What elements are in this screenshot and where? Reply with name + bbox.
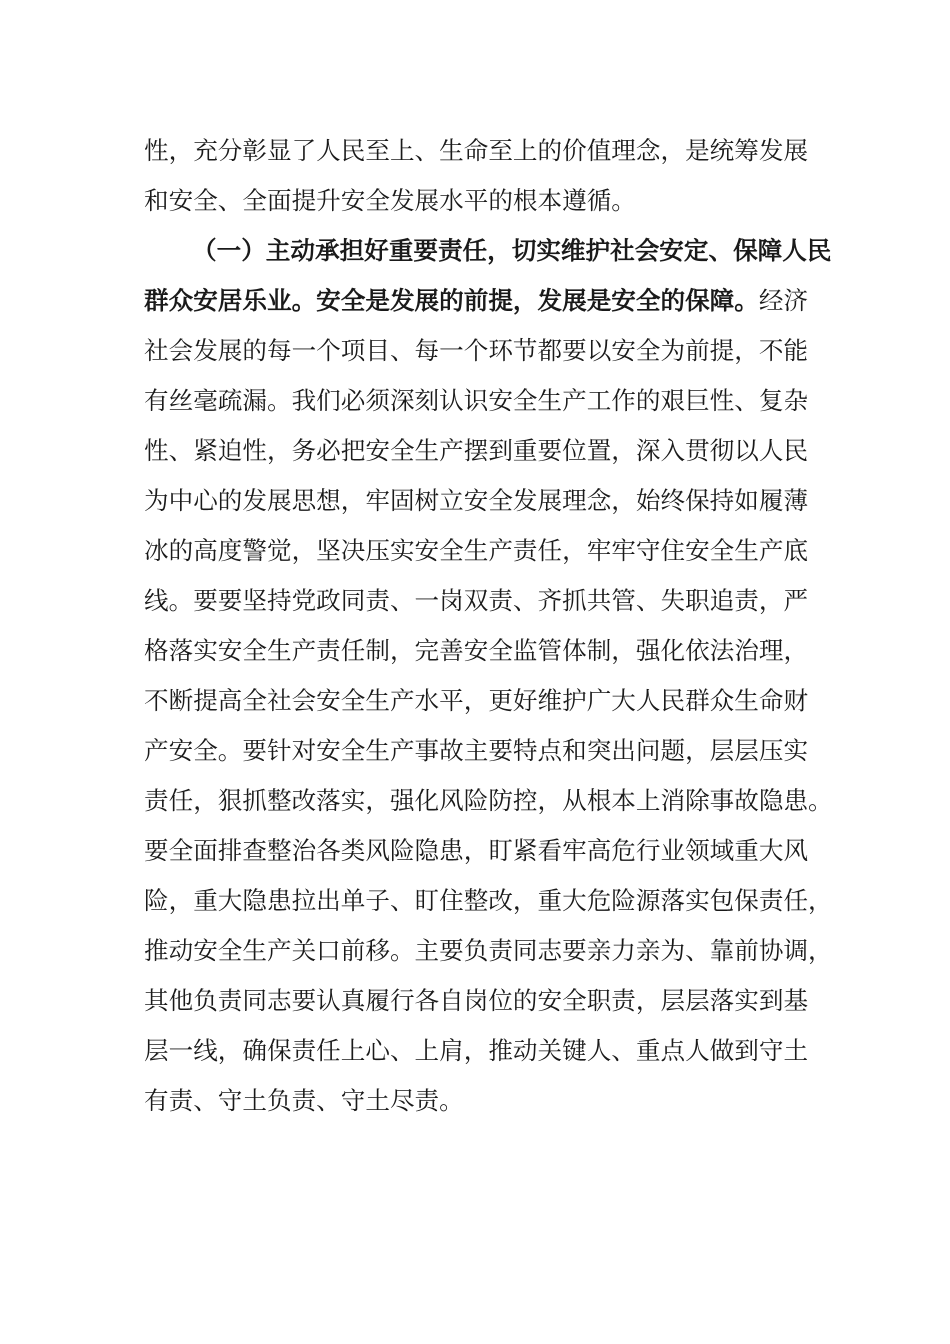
text-line: 性，充分彰显了人民至上、生命至上的价值理念，是统筹发展 bbox=[144, 136, 809, 165]
text-line: 有丝毫疏漏。我们必须深刻认识安全生产工作的艰巨性、复杂 bbox=[144, 386, 809, 415]
text-line: 推动安全生产关口前移。主要负责同志要亲力亲为、靠前协调， bbox=[144, 936, 833, 965]
text-line: 责任，狠抓整改落实，强化风险防控，从根本上消除事故隐患。 bbox=[144, 786, 833, 815]
text-line: 不断提高全社会安全生产水平，更好维护广大人民群众生命财 bbox=[144, 686, 809, 715]
body-text: 经济 bbox=[758, 286, 809, 315]
text-line: 性、紧迫性，务必把安全生产摆到重要位置，深入贯彻以人民 bbox=[144, 436, 809, 465]
text-line: 格落实安全生产责任制，完善安全监管体制，强化依法治理， bbox=[144, 636, 809, 665]
text-line: 产安全。要针对安全生产事故主要特点和突出问题，层层压实 bbox=[144, 736, 809, 765]
text-line: 有责、守土负责、守土尽责。 bbox=[144, 1086, 464, 1115]
text-line: 要全面排查整治各类风险隐患，盯紧看牢高危行业领域重大风 bbox=[144, 836, 809, 865]
text-line: 为中心的发展思想，牢固树立安全发展理念，始终保持如履薄 bbox=[144, 486, 809, 515]
text-line: 冰的高度警觉，坚决压实安全生产责任，牢牢守住安全生产底 bbox=[144, 536, 809, 565]
section-heading-bold-text: 群众安居乐业。安全是发展的前提，发展是安全的保障。 bbox=[144, 286, 759, 315]
text-line: 和安全、全面提升安全发展水平的根本遵循。 bbox=[144, 186, 636, 215]
text-line: 线。要要坚持党政同责、一岗双责、齐抓共管、失职追责，严 bbox=[144, 586, 809, 615]
text-line: 其他负责同志要认真履行各自岗位的安全职责，层层落实到基 bbox=[144, 986, 809, 1015]
text-line: 社会发展的每一个项目、每一个环节都要以安全为前提，不能 bbox=[144, 336, 809, 365]
section-heading-continuation bbox=[144, 276, 808, 326]
text-line: 险，重大隐患拉出单子、盯住整改，重大危险源落实包保责任， bbox=[144, 886, 833, 915]
text-line: 层一线，确保责任上心、上肩，推动关键人、重点人做到守土 bbox=[144, 1036, 809, 1065]
section-heading-line: （一）主动承担好重要责任，切实维护社会安定、保障人民 bbox=[192, 236, 832, 265]
